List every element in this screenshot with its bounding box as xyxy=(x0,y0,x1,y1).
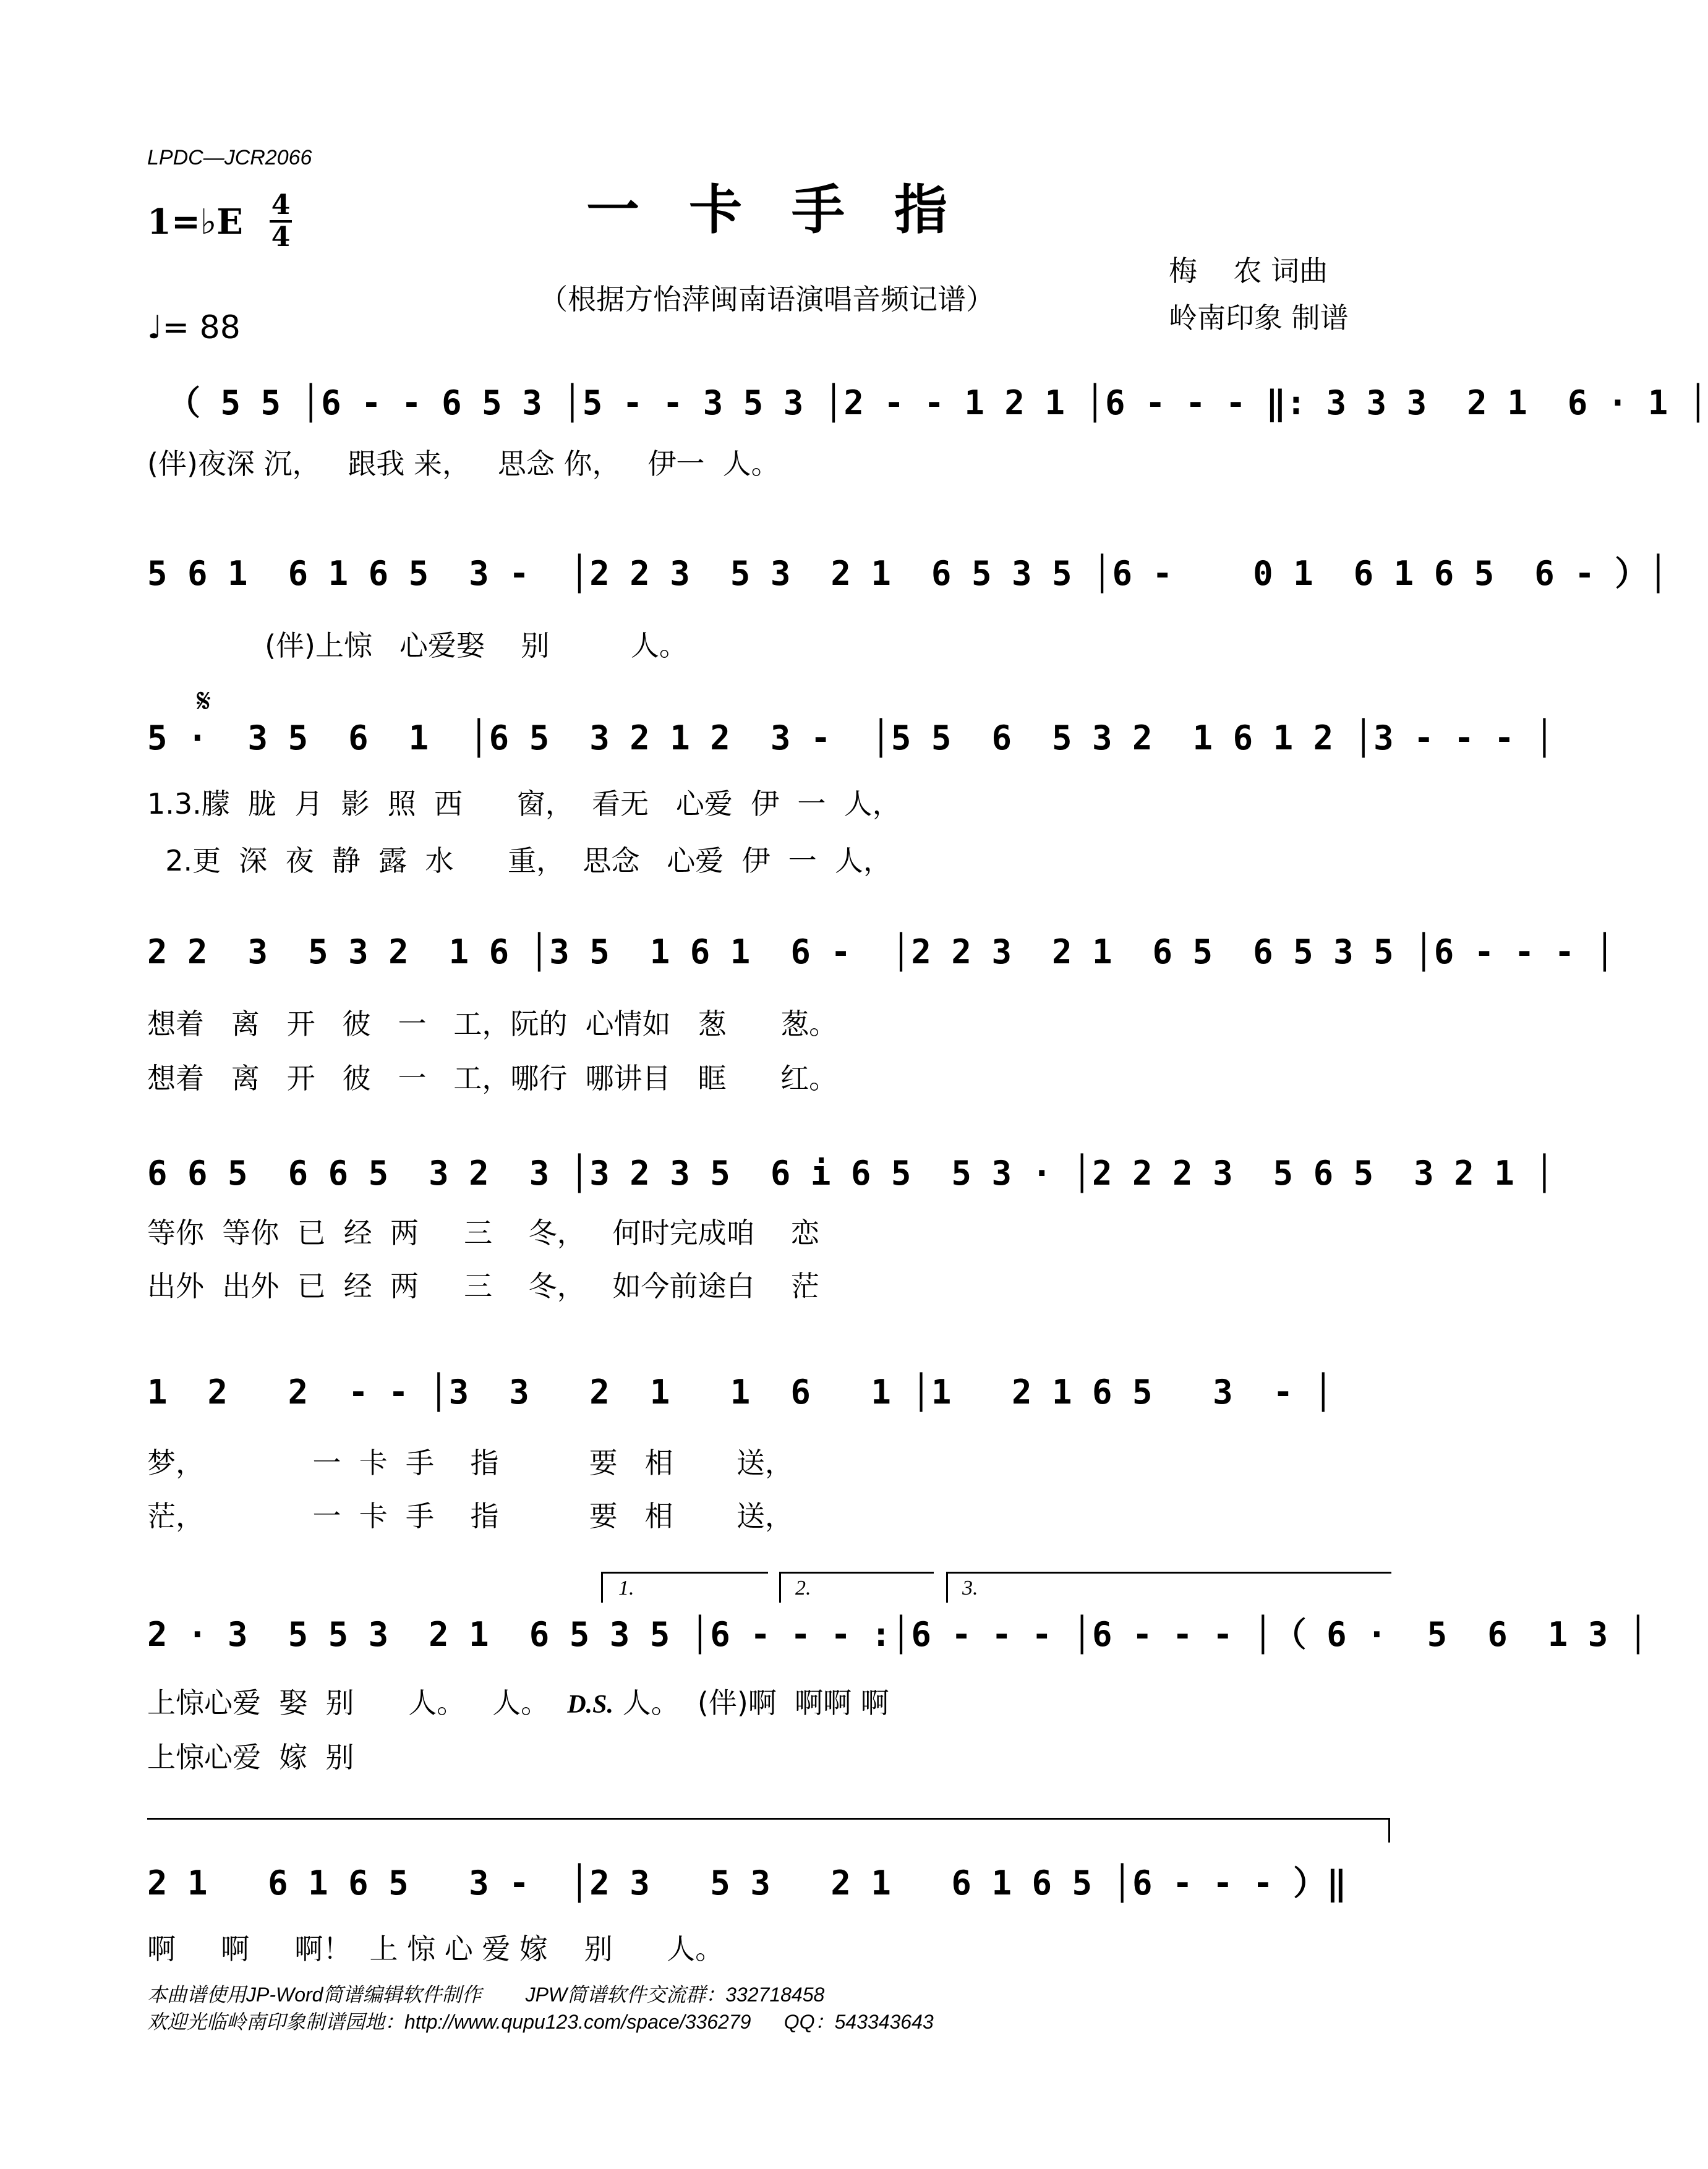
notation-line-5: 6 6 5 6 6 5 3 2 3 │3 2 3 5 6 i 6 5 5 3 · │2 2 2 3 5 6 5 3 2 1 │ xyxy=(147,1154,1555,1193)
lyric-line-4-verse-2: 想着 离 开 彼 一 工，哪行 哪讲目 眶 红。 xyxy=(147,1062,838,1095)
volta-bracket-1-edge xyxy=(601,1572,603,1603)
notation-line-1: （ 5 5 │6 - - 6 5 3 │5 - - 3 5 3 │2 - - 1 2 1 │6 - - - ‖: 3 3 3 2 1 6 · 1 │ xyxy=(167,383,1708,422)
lyric-line-3-verse-2: 2.更 深 夜 静 露 水 重， 思念 心爱 伊 一 人， xyxy=(147,844,892,877)
song-title: 一卡手指 xyxy=(586,179,997,241)
lyric-line-7-verse-1 xyxy=(147,1685,1390,1722)
notation-line-6: 1 2 2 - - │3 3 2 1 1 6 1 │1 2 1 6 5 3 - │ xyxy=(147,1373,1334,1412)
volta-bracket-3-edge xyxy=(946,1572,948,1603)
time-signature-bottom: 4 xyxy=(271,221,291,253)
lyric-line-3-verse-1: 1.3.朦 胧 月 影 照 西 窗， 看无 心爱 伊 一 人， xyxy=(147,787,901,820)
notation-line-4: 2 2 3 5 3 2 1 6 │3 5 1 6 1 6 - │2 2 3 2 1 6 5 6 5 3 5 │6 - - - │ xyxy=(147,932,1615,971)
lyric-line-5-verse-1: 等你 等你 已 经 两 三 冬， 何时完成咱 恋 xyxy=(147,1216,819,1250)
footer-line-1: 本曲谱使用JP-Word简谱编辑软件制作 JPW简谱软件交流群：332718458 xyxy=(147,1984,825,2006)
footer-line-2: 欢迎光临岭南印象制谱园地：http://www.qupu123.com/space/336279 QQ：543343643 xyxy=(147,2011,934,2033)
volta-label-2: 2. xyxy=(795,1577,811,1600)
lyric-line-7-text: 上惊心爱 娶 别 人。 人。 xyxy=(147,1686,550,1719)
segno-sign: 𝄋 xyxy=(197,681,211,720)
lyric-line-1: (伴)夜深 沉， 跟我 来， 思念 你， 伊一 人。 xyxy=(147,447,780,480)
tempo-marking: ♩= 88 xyxy=(147,309,241,346)
arranger-credit: 岭南印象 制谱 xyxy=(1169,301,1349,335)
notation-line-7: 2 · 3 5 5 3 2 1 6 5 3 5 │6 - - - :│6 - - - │6 - - - │（ 6 · 5 6 1 3 │ xyxy=(147,1615,1649,1654)
volta-bracket-2-edge xyxy=(779,1572,781,1603)
system-bracket xyxy=(147,1818,1390,1820)
time-signature-top: 4 xyxy=(271,189,291,221)
lyric-line-2: (伴)上惊 心爱娶 别 人。 xyxy=(147,629,688,662)
transcription-note: （根据方怡萍闽南语演唱音频记谱） xyxy=(539,283,994,316)
lyric-line-7-verse-2: 上惊心爱 嫁 别 xyxy=(147,1741,354,1774)
lyric-line-6-verse-1: 梦， 一 卡 手 指 要 相 送， xyxy=(147,1446,793,1480)
catalog-code: LPDC—JCR2066 xyxy=(147,146,312,169)
volta-bracket-1 xyxy=(601,1572,768,1574)
volta-bracket-2 xyxy=(779,1572,934,1574)
volta-bracket-3 xyxy=(946,1572,1391,1574)
lyric-line-6-verse-2: 茫， 一 卡 手 指 要 相 送， xyxy=(147,1499,793,1533)
lyric-line-7-end: 人。 (伴)啊 啊啊 啊 xyxy=(622,1686,889,1719)
composer-credit: 梅 农 词曲 xyxy=(1169,254,1328,288)
system-bracket-edge xyxy=(1388,1818,1390,1843)
notation-line-2: 5 6 1 6 1 6 5 3 - │2 2 3 5 3 2 1 6 5 3 5 │6 - 0 1 6 1 6 5 6 - ）│ xyxy=(147,554,1668,593)
volta-label-3: 3. xyxy=(962,1577,978,1600)
lyric-line-5-verse-2: 出外 出外 已 经 两 三 冬， 如今前途白 茫 xyxy=(147,1269,819,1303)
notation-line-8: 2 1 6 1 6 5 3 - │2 3 5 3 2 1 6 1 6 5 │6 - - - ）‖ xyxy=(147,1864,1347,1903)
volta-label-1: 1. xyxy=(618,1577,634,1600)
notation-line-3: 5 · 3 5 6 1 │6 5 3 2 1 2 3 - │5 5 6 5 3 2 1 6 1 2 │3 - - - │ xyxy=(147,718,1555,757)
dal-segno-mark: D.S. xyxy=(567,1690,614,1719)
credits xyxy=(1169,247,1349,341)
time-signature xyxy=(270,189,292,253)
key-signature: 1=♭E xyxy=(147,202,243,242)
lyric-line-8: 啊 啊 啊！ 上 惊 心 爱 嫁 别 人。 xyxy=(147,1932,724,1966)
lyric-line-4-verse-1: 想着 离 开 彼 一 工，阮的 心情如 葱 葱。 xyxy=(147,1007,838,1041)
